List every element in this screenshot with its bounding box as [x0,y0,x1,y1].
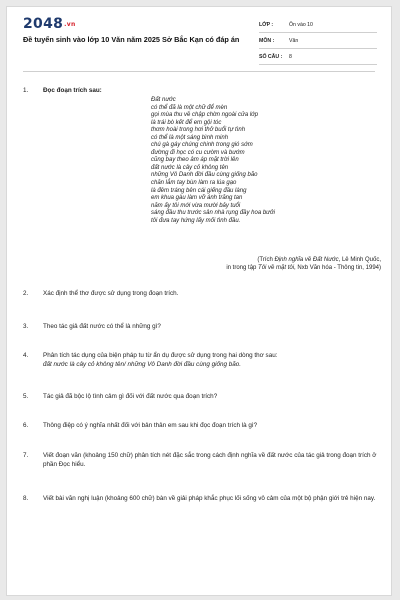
poem-line: cũng bay theo âm áp mặt trời lên [151,157,239,164]
page-title: Đề tuyển sinh vào lớp 10 Văn năm 2025 Sở Bắc Kạn có đáp án [23,35,240,44]
question-number: 5. [23,393,29,400]
meta-row-count: SỐ CÂU : 8 [259,49,377,65]
meta-table [259,17,377,65]
poem-line: Đất nước [151,97,176,103]
question-text: Thông điệp có ý nghĩa nhất đối với bản thân em sau khi đọc đoạn trích là gì? [43,422,258,429]
poem-line: tôi đưa tay hứng lấy mối tình đầu. [151,217,241,224]
question-text: Viết đoạn văn (khoảng 150 chữ) phân tích nét đặc sắc trong cách định nghĩa về đất nước của tác giả trong đoạn trích ở phần Đọc hiểu. [43,452,377,468]
poem-line: là đêm tráng bên cái giếng đầu làng [151,187,247,194]
question-text: Xác định thể thơ được sử dụng trong đoạn trích. [43,290,179,297]
question-2 [23,290,377,299]
poem-excerpt [151,97,381,225]
meta-row-class: LỚP : Ôn vào 10 [259,17,377,33]
poem-line: em khua gàu làm vỡ ánh trăng tan [151,195,243,202]
question-8 [23,495,377,504]
poem-line: năm ấy tôi mới vừa mười bảy tuổi [151,202,241,209]
worksheet-page [6,6,392,596]
question-number: 2. [23,290,29,297]
meta-row-subject: MÔN : Văn [259,33,377,49]
poem-line: chú gà gáy chúng chinh trong gió sớm [151,142,253,149]
poem-line: thơm hoài trong hơi thở buổi tự tình [151,127,246,134]
question-3 [23,323,377,332]
poem-line: có thể đã là một chữ để mèn [151,104,228,111]
poem-line: những Vô Danh đời đầu cùng giống bão [151,172,258,179]
poem-line: chăn lắm tay bùn làm ra lúa gạo [151,180,237,187]
page-header [7,7,391,69]
header-divider [23,71,375,72]
question-6 [23,422,377,431]
question-text: Phân tích tác dụng của biện pháp tu từ ẩn dụ được sử dụng trong hai dòng thơ sau: đất nước là cây cỏ không tên/ những Vô Danh đời đầu cùng giống bão. [43,352,377,369]
question-number: 4. [23,352,29,359]
poem-line: gọi mùa thu về chập chờn ngoài cửa lớp [151,112,259,119]
site-logo[interactable]: 2048.vn [23,16,76,32]
citation: (Trích Định nghĩa về Đất Nước, Lê Minh Quốc, in trong tập Tôi về mặt tôi, Nxb Văn hóa - Thông tin, 1994) [226,257,381,271]
poem-line: sáng đầu thu trước sân nhà rụng đầy hoa bưởi [151,210,275,217]
question-number: 6. [23,422,29,429]
question-number: 8. [23,495,29,502]
question-text: Tác giả đã bộc lộ tình cảm gì đối với đất nước qua đoạn trích? [43,393,218,400]
poem-line: có thể là một sáng bình minh [151,134,229,141]
question-1: 1. Đọc đoạn trích sau: [23,87,102,94]
question-5 [23,393,377,402]
question-7 [23,452,377,469]
question-number: 3. [23,323,29,330]
question-number: 7. [23,452,29,459]
poem-line: là trái bò kết để em gội tóc [151,119,222,126]
question-4 [23,352,377,369]
question-text: Theo tác giả đất nước có thể là những gì? [43,323,161,330]
question-quote: đất nước là cây cỏ không tên/ những Vô Danh đời đầu cùng giống bão. [43,360,241,368]
poem-line: đường đi học có cu cườm và bướm [151,149,245,156]
question-list [23,87,377,96]
poem-line: đất nước là cây cỏ không tên [151,164,229,171]
question-text: Viết bài văn nghị luận (khoảng 600 chữ) bàn về giải pháp khắc phục lối sống vô cảm của một bộ phận giới trẻ hiện nay. [43,495,376,502]
